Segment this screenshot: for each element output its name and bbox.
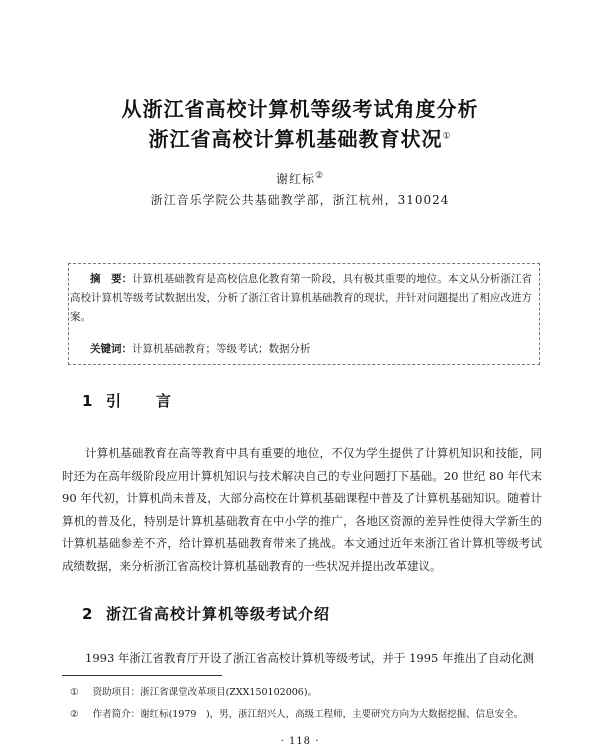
footnote-1-mark: ① xyxy=(70,687,79,698)
abstract-paragraph xyxy=(70,270,532,327)
section-2-number: 2 xyxy=(82,605,94,623)
section-1-number: 1 xyxy=(82,392,103,410)
footnote-2-mark: ② xyxy=(70,709,79,720)
title-footnote-mark: ① xyxy=(442,131,452,142)
footnote-2-text: 作者简介：谢红标(1979 )，男，浙江绍兴人，高级工程师，主要研究方向为大数据挖掘、信息安全。 xyxy=(92,709,524,720)
title-line-1 xyxy=(0,93,600,122)
author-line xyxy=(0,170,600,187)
abstract-label: 摘 要： xyxy=(90,273,133,285)
keywords-line xyxy=(90,341,311,356)
keywords-text: 计算机基础教育；等级考试；数据分析 xyxy=(132,343,311,355)
section-2-heading xyxy=(82,603,330,624)
title-line-2-text: 浙江省高校计算机基础教育状况 xyxy=(148,127,443,151)
title-line-2 xyxy=(0,123,600,152)
section-2-title: 浙江省高校计算机等级考试介绍 xyxy=(106,605,331,623)
abstract-text: 计算机基础教育是高校信息化教育第一阶段，具有极其重要的地位。本文从分析浙江省高校计算机等级考试数据出发，分析了浙江省计算机基础教育的现状，并针对问题提出了相应改进方案。 xyxy=(70,273,533,323)
page-number: · 118 · xyxy=(280,736,320,747)
footnote-divider xyxy=(62,675,222,676)
author-name: 谢红标 xyxy=(275,172,315,186)
section-2-paragraph: 1993 年浙江省教育厅开设了浙江省高校计算机等级考试，并于 1995 年推出了自动化测 xyxy=(85,651,534,665)
section-1-title: 引 言 xyxy=(106,392,182,410)
section-1-paragraph: 计算机基础教育在高等教育中具有重要的地位，不仅为学生提供了计算机知识和技能，同时还为在高年级阶段应用计算机知识与技术解决自己的专业问题打下基础。20 世纪 80 年代末 90 年代初，计算机尚未普及，大部分高校在计算机基础课程中普及了计算机基础知识。随着计算机的普及化，特别是计算机基础教育在中小学的推广，各地区资源的差异性使得大学新生的计算机基础参差不齐，给计算机基础教育带来了挑战。本文通过近年来浙江省计算机等级考试成绩数据，来分析浙江省高校计算机基础教育的一些状况并提出改革建议。 xyxy=(62,446,542,573)
footnote-1 xyxy=(70,684,317,698)
author-footnote-mark: ② xyxy=(314,171,325,181)
title-line-1-text: 从浙江省高校计算机等级考试角度分析 xyxy=(121,97,479,121)
keywords-label: 关键词： xyxy=(90,343,132,355)
footnote-1-text: 资助项目：浙江省课堂改革项目(ZXX150102006)。 xyxy=(92,687,318,698)
section-1-heading xyxy=(82,390,181,411)
affiliation: 浙江音乐学院公共基础教学部，浙江杭州，310024 xyxy=(150,193,450,207)
footnote-2 xyxy=(70,706,523,720)
